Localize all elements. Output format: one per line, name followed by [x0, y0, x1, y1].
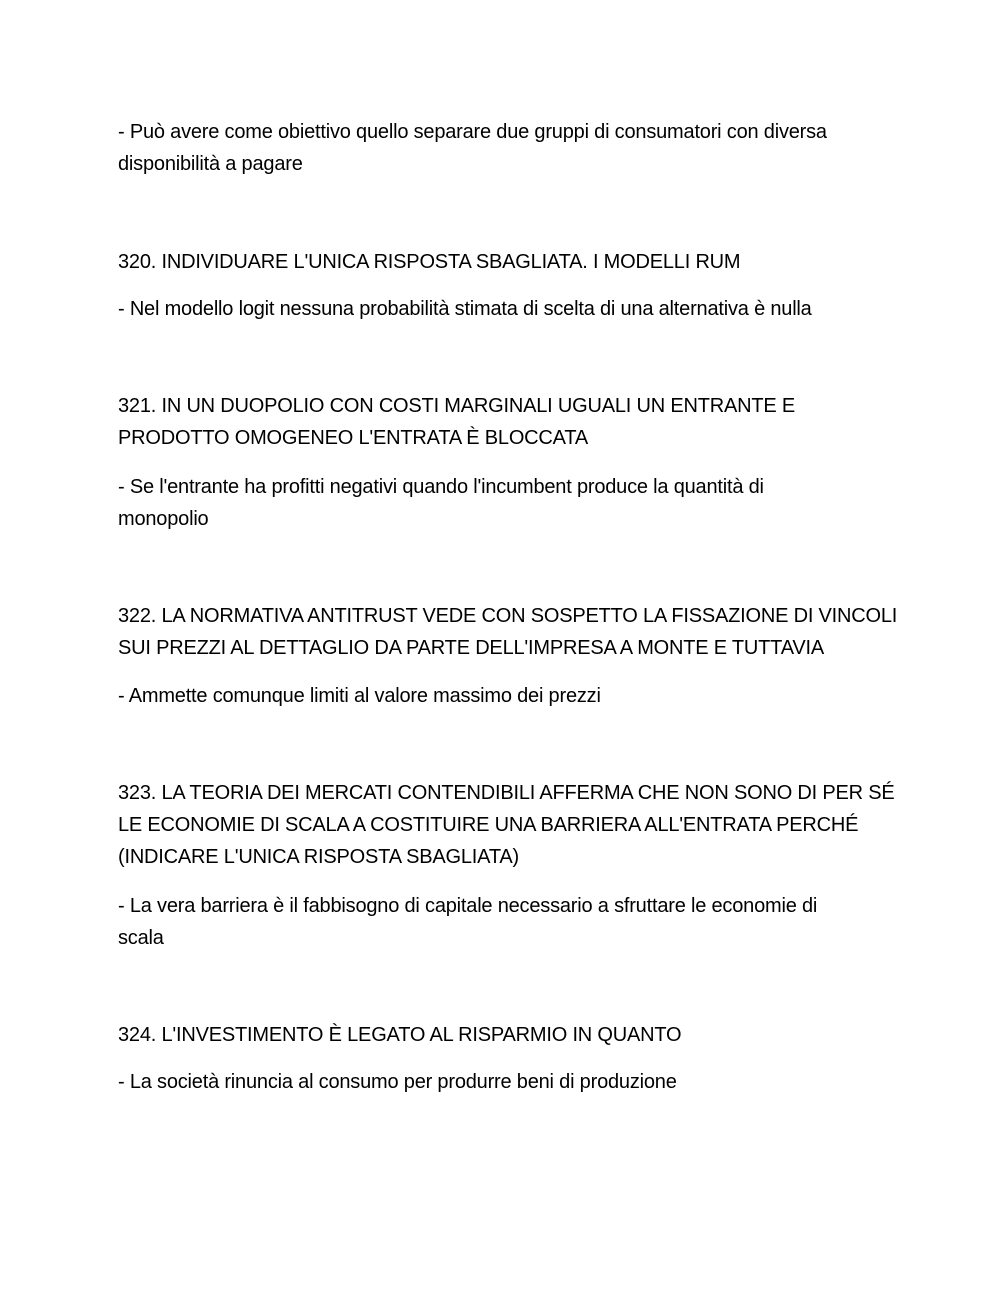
question-323-title: 323. LA TEORIA DEI MERCATI CONTENDIBILI AFFERMA CHE NON SONO DI PER SÉ: [118, 782, 895, 804]
question-320-answer: - Nel modello logit nessuna probabilità stimata di scelta di una alternativa è nulla: [118, 298, 812, 320]
question-323-title: LE ECONOMIE DI SCALA A COSTITUIRE UNA BARRIERA ALL'ENTRATA PERCHÉ: [118, 814, 859, 836]
answer-line: - Può avere come obiettivo quello separare due gruppi di consumatori con diversa: [118, 121, 827, 143]
question-322-title: 322. LA NORMATIVA ANTITRUST VEDE CON SOSPETTO LA FISSAZIONE DI VINCOLI: [118, 605, 898, 627]
question-324-title: 324. L'INVESTIMENTO È LEGATO AL RISPARMIO IN QUANTO: [118, 1024, 682, 1046]
question-322-answer: - Ammette comunque limiti al valore massimo dei prezzi: [118, 685, 601, 707]
question-323-answer: scala: [118, 927, 164, 949]
question-323-title: (INDICARE L'UNICA RISPOSTA SBAGLIATA): [118, 846, 519, 868]
question-321-title: 321. IN UN DUOPOLIO CON COSTI MARGINALI UGUALI UN ENTRANTE E: [118, 395, 796, 417]
question-324-answer: - La società rinuncia al consumo per produrre beni di produzione: [118, 1071, 677, 1093]
question-321-answer: - Se l'entrante ha profitti negativi quando l'incumbent produce la quantità di: [118, 476, 764, 498]
question-321-answer: monopolio: [118, 508, 209, 530]
question-323-answer: - La vera barriera è il fabbisogno di capitale necessario a sfruttare le economie di: [118, 895, 818, 917]
question-321-title: PRODOTTO OMOGENEO L'ENTRATA È BLOCCATA: [118, 427, 588, 449]
question-322-title: SUI PREZZI AL DETTAGLIO DA PARTE DELL'IMPRESA A MONTE E TUTTAVIA: [118, 637, 825, 659]
question-320-title: 320. INDIVIDUARE L'UNICA RISPOSTA SBAGLIATA. I MODELLI RUM: [118, 251, 741, 273]
answer-line: disponibilità a pagare: [118, 153, 303, 175]
